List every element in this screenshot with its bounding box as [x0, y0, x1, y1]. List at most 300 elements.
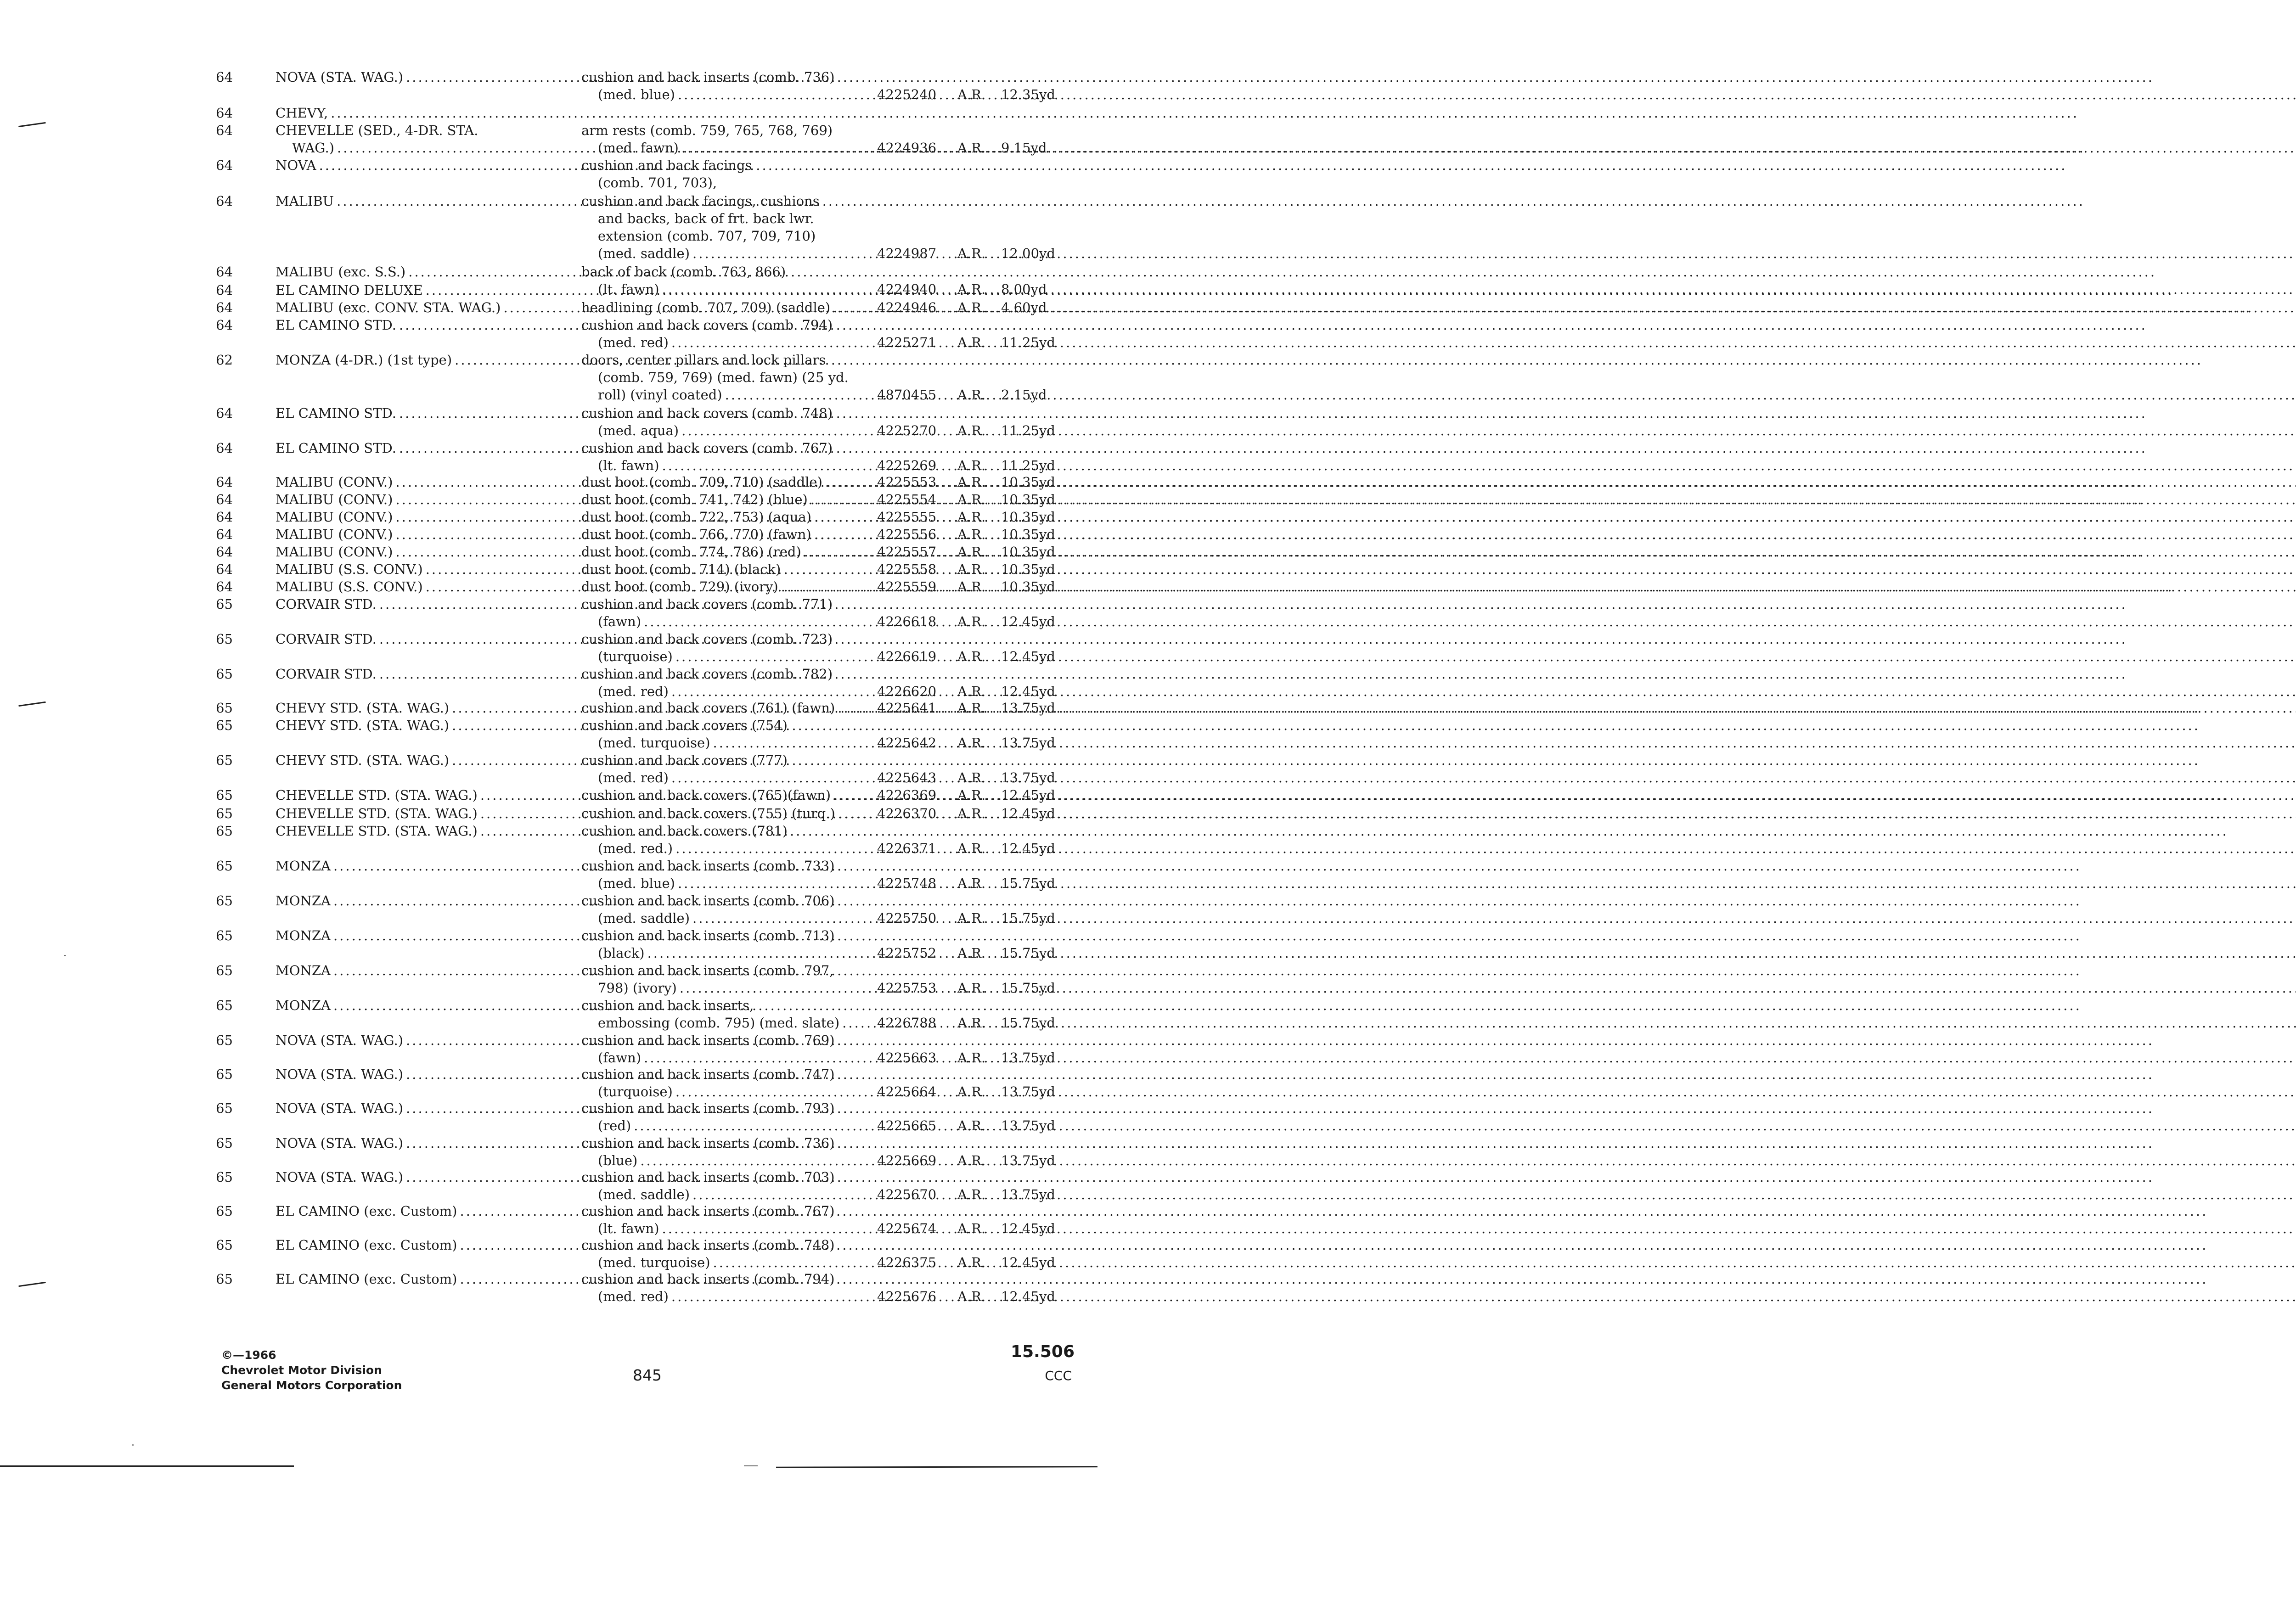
yardage: 10.35yd	[1001, 492, 1055, 507]
part-description-text: (med. aqua)	[598, 423, 679, 438]
quantity: A.R.	[957, 492, 986, 507]
model-name	[276, 1065, 542, 1083]
part-number: 4226370	[877, 806, 937, 821]
table-row	[0, 665, 1161, 683]
part-description-text: headlining (comb. 707, 709) (saddle)	[581, 300, 831, 315]
part-description: doors, center pillars and lock pillars	[581, 352, 826, 368]
yardage: 12.00yd	[1001, 246, 1055, 261]
table-row	[0, 751, 1161, 769]
part-number: 4225748	[877, 875, 937, 891]
quantity: A.R.	[957, 684, 986, 699]
yardage: 13.75yd	[1001, 1187, 1055, 1202]
part-description	[581, 244, 883, 263]
table-row-continuation	[0, 1253, 1161, 1272]
yardage: 10.35yd	[1001, 544, 1055, 560]
part-number: 4225669	[877, 1153, 937, 1168]
model-year: 64	[216, 157, 233, 173]
part-description: cushion and back covers (754)	[581, 718, 788, 733]
quantity: A.R.	[957, 980, 986, 996]
part-description	[581, 1117, 883, 1135]
model-name-text: MONZA	[276, 858, 331, 874]
yardage: 12.45yd	[1001, 1255, 1055, 1270]
model-name-text: NOVA (STA. WAG.)	[276, 1066, 404, 1082]
part-description: (comb. 701, 703),	[598, 175, 717, 191]
model-name	[276, 316, 542, 334]
table-row	[0, 961, 1161, 980]
table-row-continuation	[0, 874, 1161, 892]
table-row	[0, 156, 1161, 174]
model-year: 65	[216, 858, 233, 874]
model-name	[276, 525, 542, 544]
part-description-text: (black)	[598, 945, 645, 961]
part-number: 4225641	[877, 700, 937, 716]
model-year: 65	[216, 631, 233, 647]
model-name	[276, 560, 542, 578]
part-description	[581, 1049, 883, 1067]
model-year: 65	[216, 666, 233, 682]
model-name-text: CORVAIR STD.	[276, 631, 377, 647]
part-description: cushion and back inserts (comb. 706)	[581, 893, 835, 909]
part-description: cushion and back covers (comb. 723)	[581, 631, 833, 647]
table-row-continuation	[0, 944, 1161, 962]
part-description	[581, 508, 866, 526]
part-number: 4224987	[877, 246, 937, 261]
yardage: 11.25yd	[1001, 423, 1055, 438]
part-description: cushion and back inserts (comb. 713)	[581, 928, 835, 943]
quantity: A.R.	[957, 735, 986, 751]
part-number: 4870455	[877, 387, 937, 403]
dot-leader	[331, 104, 2079, 122]
model-name-text: MALIBU (CONV.)	[276, 527, 393, 542]
model-name: CHEVELLE (SED., 4-DR. STA.	[276, 123, 478, 138]
model-year: 65	[216, 963, 233, 978]
table-row-continuation	[0, 1014, 1161, 1032]
table-row	[0, 473, 1161, 491]
model-name	[276, 857, 542, 875]
part-description	[581, 473, 866, 491]
yardage: 15.75yd	[1001, 1015, 1055, 1031]
model-name-text: NOVA (STA. WAG.)	[276, 69, 404, 85]
quantity: A.R.	[957, 561, 986, 577]
model-year: 64	[216, 440, 233, 456]
part-number: 4225643	[877, 770, 937, 786]
model-year: 64	[216, 405, 233, 421]
table-row-continuation	[0, 333, 1161, 352]
part-description	[581, 525, 866, 544]
model-year: 64	[216, 123, 233, 138]
quantity: A.R.	[957, 875, 986, 891]
part-description	[581, 386, 883, 404]
model-name-text: CHEVY STD. (STA. WAG.)	[276, 752, 450, 768]
table-row	[0, 351, 1161, 369]
part-number: 4225554	[877, 492, 937, 507]
part-description-text: dust boot (comb. 729) (ivory)	[581, 579, 778, 595]
model-year: 65	[216, 1169, 233, 1185]
table-row	[0, 1236, 1161, 1254]
table-row-continuation	[0, 456, 1161, 475]
model-name	[276, 508, 542, 526]
part-description: cushion and back covers (777)	[581, 752, 788, 768]
model-name-text: MONZA	[276, 893, 331, 909]
model-name	[276, 298, 542, 317]
model-name	[276, 439, 542, 457]
yardage: 12.45yd	[1001, 649, 1055, 664]
part-number: 4225750	[877, 910, 937, 926]
part-description-text: (med. fawn)	[598, 140, 679, 156]
model-year: 64	[216, 474, 233, 490]
part-description-text: dust boot (comb. 709, 710) (saddle)	[581, 474, 822, 490]
model-name-text: CORVAIR STD.	[276, 666, 377, 682]
model-name	[276, 665, 542, 683]
model-year: 65	[216, 1135, 233, 1151]
table-row	[0, 1065, 1161, 1083]
yardage: 10.35yd	[1001, 579, 1055, 595]
model-name	[276, 578, 542, 596]
part-number: 4226619	[877, 649, 937, 664]
part-number: 4225557	[877, 544, 937, 560]
quantity: A.R.	[957, 1255, 986, 1270]
table-row	[0, 281, 1161, 299]
part-description: cushion and back covers (comb. 748)	[581, 405, 833, 421]
part-description	[581, 682, 883, 701]
model-name	[276, 263, 542, 281]
table-row	[0, 699, 1161, 717]
model-name-text: MALIBU (exc. S.S.)	[276, 264, 406, 280]
model-name-text: MALIBU (CONV.)	[276, 492, 393, 507]
part-description	[581, 85, 883, 104]
table-row	[0, 525, 1161, 544]
model-year: 65	[216, 998, 233, 1013]
yardage: 10.35yd	[1001, 474, 1055, 490]
yardage: 8.00yd	[1001, 281, 1047, 297]
model-year: 65	[216, 806, 233, 821]
yardage: 15.75yd	[1001, 980, 1055, 996]
part-description	[581, 1151, 883, 1170]
quantity: A.R.	[957, 423, 986, 438]
part-number: 4225271	[877, 335, 937, 350]
part-description: (comb. 759, 769) (med. fawn) (25 yd.	[598, 370, 849, 385]
model-year: 64	[216, 317, 233, 333]
part-description: cushion and back inserts (comb. 748)	[581, 1237, 835, 1253]
part-number: 4225664	[877, 1084, 937, 1100]
part-description-text: 798) (ivory)	[598, 980, 677, 996]
model-name-text: EL CAMINO (exc. Custom)	[276, 1271, 457, 1287]
table-row-continuation	[0, 1151, 1161, 1170]
part-description: cushion and back inserts (comb. 797,	[581, 963, 834, 978]
yardage: 12.45yd	[1001, 684, 1055, 699]
model-year: 62	[216, 352, 233, 368]
table-row-continuation	[0, 1185, 1161, 1204]
part-description	[581, 139, 883, 157]
model-year: 65	[216, 752, 233, 768]
model-name-text: MALIBU (S.S. CONV.)	[276, 579, 423, 595]
model-year: 64	[216, 527, 233, 542]
table-row-continuation	[0, 839, 1161, 858]
quantity: A.R.	[957, 1050, 986, 1066]
yardage: 13.75yd	[1001, 735, 1055, 751]
part-number: 4225269	[877, 458, 937, 473]
model-name-text: MALIBU	[276, 193, 334, 209]
model-name	[276, 351, 542, 369]
part-description: and backs, back of frt. back lwr.	[598, 211, 814, 226]
part-number: 4225555	[877, 509, 937, 525]
yardage: 15.75yd	[1001, 910, 1055, 926]
part-description	[581, 543, 866, 561]
part-description-text: cushion and back covers (755) (turq.)	[581, 806, 835, 821]
part-description	[581, 804, 866, 823]
model-name	[276, 404, 542, 422]
quantity: A.R.	[957, 910, 986, 926]
part-description: cushion and back covers (comb. 771)	[581, 596, 833, 612]
part-description-text: (lt. fawn)	[598, 458, 659, 473]
model-name	[276, 1168, 542, 1186]
table-row	[0, 543, 1161, 561]
quantity: A.R.	[957, 649, 986, 664]
part-description	[581, 874, 883, 892]
quantity: A.R.	[957, 1015, 986, 1031]
part-description	[581, 944, 883, 962]
model-year: 64	[216, 105, 233, 121]
model-name-text: EL CAMINO STD.	[276, 317, 396, 333]
dot-leader	[426, 281, 2174, 299]
table-row	[0, 1202, 1161, 1220]
model-year: 65	[216, 1066, 233, 1082]
table-row-continuation	[0, 1117, 1161, 1135]
table-row-continuation	[0, 1287, 1161, 1306]
part-description	[581, 1083, 883, 1101]
model-year: 64	[216, 69, 233, 85]
yardage: 13.75yd	[1001, 1153, 1055, 1168]
table-row-continuation	[0, 244, 1161, 263]
part-number: 4225752	[877, 945, 937, 961]
part-description	[581, 490, 866, 509]
part-description	[581, 979, 883, 997]
part-number: 4225240	[877, 87, 937, 102]
table-row	[0, 578, 1161, 596]
table-row	[0, 857, 1161, 875]
part-description-text: (med. turquoise)	[598, 735, 710, 751]
table-row-continuation	[0, 1219, 1161, 1238]
division-line: Chevrolet Motor Division	[221, 1364, 382, 1377]
table-row	[0, 1099, 1161, 1117]
model-year: 65	[216, 1237, 233, 1253]
yardage: 10.35yd	[1001, 509, 1055, 525]
part-description	[581, 578, 866, 596]
table-row-continuation	[0, 909, 1161, 927]
yardage: 13.75yd	[1001, 770, 1055, 786]
model-year: 64	[216, 579, 233, 595]
part-description-text: (turquoise)	[598, 1084, 673, 1100]
model-year: 65	[216, 700, 233, 716]
quantity: A.R.	[957, 387, 986, 403]
model-year: 65	[216, 1203, 233, 1219]
model-name-text: MALIBU (S.S. CONV.)	[276, 561, 423, 577]
model-year: 65	[216, 596, 233, 612]
table-row-continuation	[0, 227, 1161, 245]
part-description: cushion and back covers (comb. 767)	[581, 440, 833, 456]
model-name	[276, 892, 542, 910]
yardage: 12.45yd	[1001, 841, 1055, 856]
table-row-continuation	[0, 368, 1161, 387]
part-description	[581, 839, 883, 858]
part-description-text: cushion and back covers (765)(fawn)	[581, 787, 831, 803]
part-description	[581, 699, 866, 717]
part-description-text: (red)	[598, 1118, 631, 1133]
quantity: A.R.	[957, 770, 986, 786]
quantity: A.R.	[957, 614, 986, 629]
model-name-text: CORVAIR STD.	[276, 596, 377, 612]
quantity: A.R.	[957, 1118, 986, 1133]
part-description-text: dust boot (comb. 722, 753) (aqua)	[581, 509, 811, 525]
model-year: 65	[216, 1271, 233, 1287]
part-number: 4226371	[877, 841, 937, 856]
table-row	[0, 1168, 1161, 1186]
dot-leader	[833, 298, 2296, 317]
part-number: 4225559	[877, 579, 937, 595]
model-name-text: NOVA (STA. WAG.)	[276, 1169, 404, 1185]
table-row	[0, 192, 1161, 210]
part-description	[581, 560, 866, 578]
table-row	[0, 716, 1161, 735]
yardage: 15.75yd	[1001, 875, 1055, 891]
part-description-text: cushion and back covers (761) (fawn)	[581, 700, 835, 716]
part-number: 4226620	[877, 684, 937, 699]
model-year: 65	[216, 1032, 233, 1048]
part-number: 4225556	[877, 527, 937, 542]
publisher-block	[221, 1347, 402, 1393]
model-name-text: EL CAMINO STD.	[276, 405, 396, 421]
part-description	[581, 1014, 883, 1032]
model-year: 65	[216, 1100, 233, 1116]
model-name	[276, 156, 542, 174]
part-description: cushion and back inserts (comb. 703)	[581, 1169, 835, 1185]
part-description-text: dust boot (comb. 714) (black)	[581, 561, 781, 577]
table-row	[0, 804, 1161, 823]
model-name-text: CHEVELLE STD. (STA. WAG.)	[276, 787, 478, 803]
model-name-text: NOVA (STA. WAG.)	[276, 1100, 404, 1116]
part-number: 4224936	[877, 140, 937, 156]
yardage: 9.15yd	[1001, 140, 1047, 156]
table-row-continuation	[0, 769, 1161, 787]
yardage: 2.15yd	[1001, 387, 1047, 403]
part-description: cushion and back covers (comb. 782)	[581, 666, 833, 682]
model-name-text: CHEVY STD. (STA. WAG.)	[276, 700, 450, 716]
quantity: A.R.	[957, 945, 986, 961]
quantity: A.R.	[957, 140, 986, 156]
model-name-text: MALIBU (exc. CONV. STA. WAG.)	[276, 300, 501, 315]
part-description	[581, 333, 883, 352]
model-year: 64	[216, 300, 233, 315]
quantity: A.R.	[957, 841, 986, 856]
part-description: cushion and back facings, cushions	[581, 193, 820, 209]
section-code: CCC	[1045, 1368, 1072, 1383]
model-year: 64	[216, 492, 233, 507]
quantity: A.R.	[957, 87, 986, 102]
table-row-continuation	[0, 734, 1161, 752]
part-number: 4226375	[877, 1255, 937, 1270]
table-row	[0, 1134, 1161, 1152]
part-description	[581, 298, 866, 317]
yardage: 13.75yd	[1001, 1050, 1055, 1066]
yardage: 13.75yd	[1001, 1118, 1055, 1133]
table-row-continuation	[0, 139, 1161, 157]
part-description: back of back (comb. 763, 866)	[581, 264, 786, 280]
model-name	[276, 543, 542, 561]
part-description-text: dust boot (comb. 766, 770) (fawn)	[581, 527, 811, 542]
model-year: 65	[216, 823, 233, 839]
yardage: 12.45yd	[1001, 806, 1055, 821]
part-description	[581, 786, 866, 804]
part-description: cushion and back inserts (comb. 767)	[581, 1203, 835, 1219]
quantity: A.R.	[957, 474, 986, 490]
yardage: 13.75yd	[1001, 700, 1055, 716]
quantity: A.R.	[957, 787, 986, 803]
part-description: cushion and back covers (comb. 794)	[581, 317, 833, 333]
model-name	[276, 1031, 542, 1049]
part-description-text: (med. saddle)	[598, 246, 690, 261]
part-description: cushion and back inserts (comb. 736)	[581, 1135, 835, 1151]
part-number: 4225674	[877, 1221, 937, 1236]
quantity: A.R.	[957, 700, 986, 716]
part-number: 4225665	[877, 1118, 937, 1133]
model-name-text: EL CAMINO DELUXE	[276, 282, 423, 298]
model-name-text: MALIBU (CONV.)	[276, 544, 393, 560]
quantity: A.R.	[957, 509, 986, 525]
table-row	[0, 786, 1161, 804]
part-number: 4225558	[877, 561, 937, 577]
model-year: 64	[216, 282, 233, 298]
corporation-line: General Motors Corporation	[221, 1379, 402, 1392]
scan-speck	[64, 955, 66, 956]
part-description-text: dust boot (comb. 774, 786) (red)	[581, 544, 801, 560]
quantity: A.R.	[957, 544, 986, 560]
table-row-continuation	[0, 421, 1161, 440]
part-description-text: (blue)	[598, 1153, 638, 1168]
table-row-continuation	[0, 174, 1161, 192]
model-year: 64	[216, 264, 233, 280]
part-description-text: (med. red)	[598, 770, 669, 786]
model-name	[276, 786, 542, 804]
model-name	[276, 1202, 542, 1220]
bottom-rule-gap	[744, 1465, 758, 1466]
yardage: 12.45yd	[1001, 1221, 1055, 1236]
part-description: cushion and back inserts (comb. 769)	[581, 1032, 835, 1048]
model-year: 64	[216, 544, 233, 560]
quantity: A.R.	[957, 1289, 986, 1304]
part-description: cushion and back covers (781)	[581, 823, 788, 839]
model-name	[276, 1099, 542, 1117]
model-name-text: MALIBU (CONV.)	[276, 509, 393, 525]
part-number: 4225270	[877, 423, 937, 438]
table-row	[0, 1031, 1161, 1049]
yardage: 15.75yd	[1001, 945, 1055, 961]
part-description: cushion and back inserts (comb. 794)	[581, 1271, 835, 1287]
table-row	[0, 892, 1161, 910]
part-description-text: roll) (vinyl coated)	[598, 387, 722, 403]
model-name	[276, 996, 542, 1015]
model-name	[276, 595, 542, 613]
part-number: 4225553	[877, 474, 937, 490]
quantity: A.R.	[957, 1084, 986, 1100]
table-row	[0, 439, 1161, 457]
model-name-text: EL CAMINO STD.	[276, 440, 396, 456]
model-name-text: EL CAMINO (exc. Custom)	[276, 1237, 457, 1253]
part-description	[581, 612, 883, 631]
table-row	[0, 595, 1161, 613]
quantity: A.R.	[957, 458, 986, 473]
part-description-text: dust boot (comb. 741, 742) (blue)	[581, 492, 808, 507]
part-number: 4224946	[877, 300, 937, 315]
